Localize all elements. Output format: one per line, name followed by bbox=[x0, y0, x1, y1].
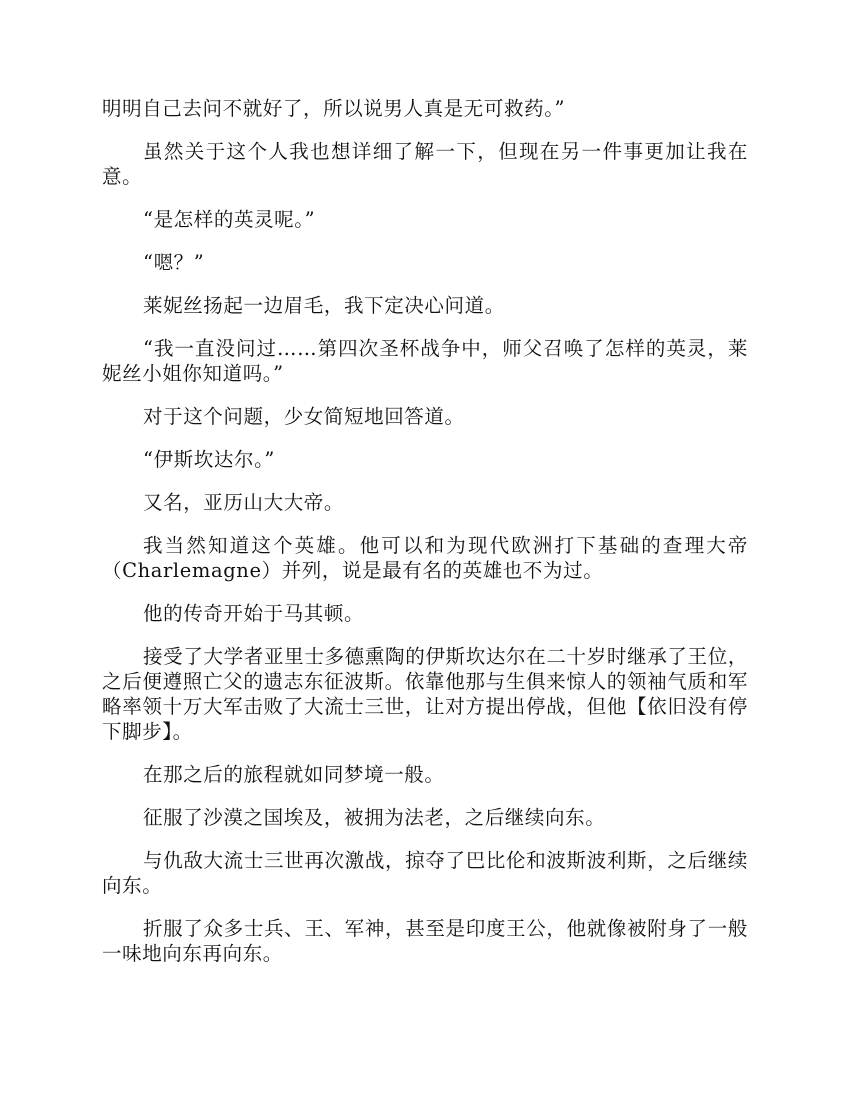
paragraph: 明明自己去问不就好了，所以说男人真是无可救药。” bbox=[102, 97, 566, 120]
paragraph: “是怎样的英灵呢。” bbox=[143, 208, 316, 231]
paragraph: 他的传奇开始于马其顿。 bbox=[143, 602, 365, 625]
paragraph: 我当然知道这个英雄。他可以和为现代欧洲打下基础的查理大帝（Charlemagne）并列，说是最有名的英雄也不为过。 bbox=[102, 534, 748, 582]
paragraph: 在那之后的旅程就如同梦境一般。 bbox=[143, 763, 445, 786]
paragraph: 征服了沙漠之国埃及，被拥为法老，之后继续向东。 bbox=[143, 806, 606, 829]
paragraph: 与仇敌大流士三世再次激战，掠夺了巴比伦和波斯波利斯，之后继续向东。 bbox=[102, 849, 748, 897]
paragraph: “伊斯坎达尔。” bbox=[143, 448, 275, 471]
document-page bbox=[102, 96, 748, 984]
paragraph: “嗯？” bbox=[143, 251, 205, 274]
paragraph: 对于这个问题，少女简短地回答道。 bbox=[143, 405, 465, 428]
paragraph: 接受了大学者亚里士多德熏陶的伊斯坎达尔在二十岁时继承了王位，之后便遵照亡父的遗志东征波斯。依靠他那与生俱来惊人的领袖气质和军略率领十万大军击败了大流士三世，让对方提出停战，但他【依旧没有停下脚步】。 bbox=[102, 645, 748, 743]
paragraph: “我一直没问过……第四次圣杯战争中，师父召唤了怎样的英灵，莱妮丝小姐你知道吗。” bbox=[102, 337, 748, 385]
paragraph: 虽然关于这个人我也想详细了解一下，但现在另一件事更加让我在意。 bbox=[102, 140, 748, 188]
paragraph: 莱妮丝扬起一边眉毛，我下定决心问道。 bbox=[143, 294, 505, 317]
paragraph: 又名，亚历山大大帝。 bbox=[143, 491, 345, 514]
paragraph: 折服了众多士兵、王、军神，甚至是印度王公，他就像被附身了一般一味地向东再向东。 bbox=[102, 917, 748, 965]
